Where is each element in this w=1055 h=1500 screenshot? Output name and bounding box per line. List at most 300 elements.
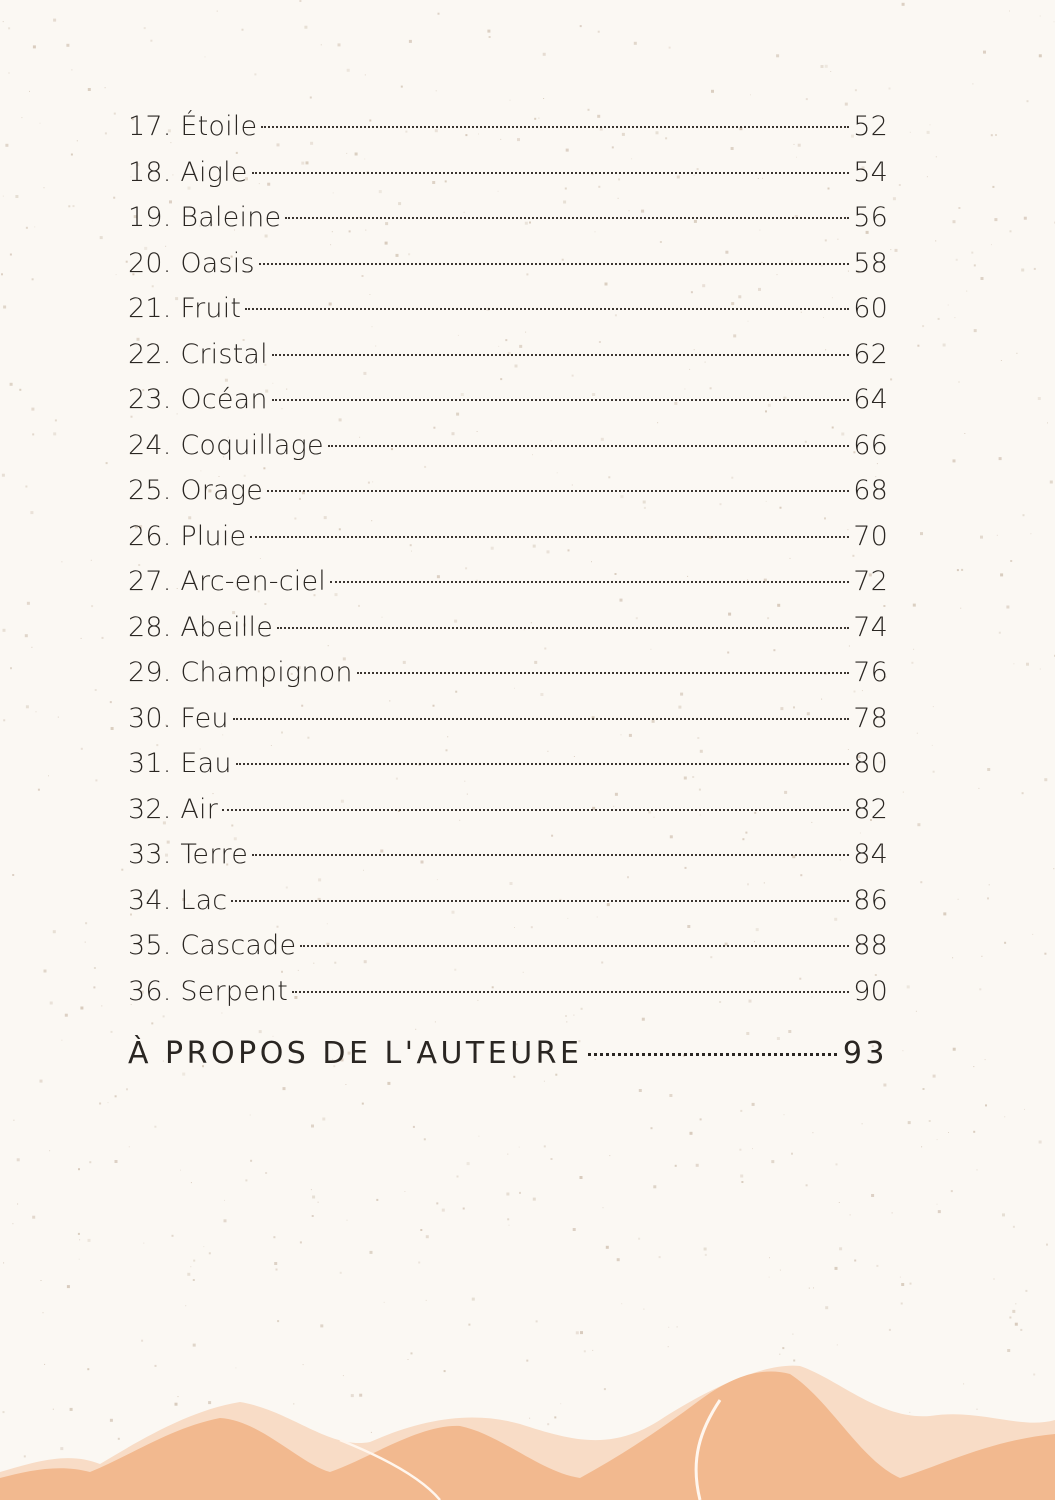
toc-entry-page: 60 bbox=[853, 293, 888, 324]
speckle bbox=[274, 1262, 277, 1265]
speckle bbox=[1, 273, 3, 275]
toc-entry-page: 68 bbox=[853, 475, 888, 506]
speckle bbox=[26, 705, 29, 708]
toc-entry-title: 20. Oasis bbox=[128, 247, 255, 279]
speckle bbox=[413, 1126, 415, 1128]
speckle bbox=[573, 1228, 576, 1231]
speckle bbox=[143, 1243, 144, 1244]
toc-entry-page: 86 bbox=[853, 884, 888, 916]
speckle bbox=[1016, 353, 1017, 354]
speckle bbox=[3, 629, 6, 632]
speckle bbox=[85, 922, 87, 924]
toc-entry-title: 29. Champignon bbox=[128, 657, 353, 688]
toc-entry-title: 34. Lac bbox=[128, 884, 228, 916]
speckle bbox=[638, 1238, 640, 1240]
toc-entry[interactable] bbox=[128, 605, 888, 651]
toc-entry-page: 72 bbox=[853, 566, 888, 597]
toc-about-entry[interactable] bbox=[128, 1036, 888, 1071]
speckle bbox=[81, 638, 82, 639]
dot-leader bbox=[250, 536, 849, 538]
speckle bbox=[927, 176, 928, 177]
dot-leader bbox=[285, 217, 849, 219]
speckle bbox=[1039, 1141, 1042, 1144]
speckle bbox=[91, 560, 92, 561]
toc-entry-title: 36. Serpent bbox=[128, 975, 289, 1007]
speckle bbox=[312, 1215, 314, 1217]
toc-entry-page: 82 bbox=[853, 793, 888, 825]
speckle bbox=[921, 1146, 922, 1147]
speckle bbox=[972, 83, 973, 84]
speckle bbox=[784, 1114, 785, 1115]
speckle bbox=[21, 117, 22, 118]
toc-entry-title: 18. Aigle bbox=[128, 156, 248, 188]
speckle bbox=[420, 1229, 422, 1231]
speckle bbox=[836, 1163, 838, 1165]
speckle bbox=[487, 30, 490, 33]
speckle bbox=[959, 382, 960, 383]
speckle bbox=[33, 45, 36, 48]
speckle bbox=[50, 1002, 53, 1005]
speckle bbox=[634, 42, 637, 45]
speckle bbox=[513, 1076, 515, 1078]
speckle bbox=[936, 156, 937, 157]
speckle bbox=[115, 1095, 117, 1097]
speckle bbox=[994, 1279, 995, 1280]
speckle bbox=[121, 869, 123, 871]
speckle bbox=[105, 87, 106, 88]
speckle bbox=[507, 1218, 509, 1220]
speckle bbox=[669, 1094, 672, 1097]
speckle bbox=[1044, 778, 1047, 781]
toc-entry[interactable] bbox=[128, 878, 888, 924]
speckle bbox=[66, 44, 69, 47]
toc-entry[interactable] bbox=[128, 377, 888, 423]
speckle bbox=[974, 329, 977, 332]
speckle bbox=[79, 1239, 80, 1240]
speckle bbox=[598, 31, 600, 33]
speckle bbox=[910, 132, 911, 133]
speckle bbox=[911, 662, 913, 664]
speckle bbox=[426, 1300, 427, 1301]
speckle bbox=[643, 1309, 644, 1310]
dot-leader bbox=[252, 854, 849, 856]
speckle bbox=[193, 1344, 196, 1347]
speckle bbox=[111, 1031, 113, 1033]
speckle bbox=[5, 144, 8, 147]
speckle bbox=[436, 1202, 438, 1204]
speckle bbox=[1024, 217, 1027, 220]
speckle bbox=[27, 602, 30, 605]
speckle bbox=[741, 1181, 743, 1183]
speckle bbox=[704, 1248, 707, 1251]
toc-entry-title: 24. Coquillage bbox=[128, 429, 324, 461]
speckle bbox=[651, 1127, 653, 1129]
speckle bbox=[3, 306, 6, 309]
speckle bbox=[639, 1089, 642, 1092]
speckle bbox=[3, 196, 4, 197]
toc-entry[interactable] bbox=[128, 741, 888, 787]
speckle bbox=[769, 1257, 770, 1258]
speckle bbox=[191, 1182, 192, 1183]
toc-entry-page: 56 bbox=[853, 202, 888, 233]
speckle bbox=[320, 1324, 323, 1327]
toc-entry-title: 23. Océan bbox=[128, 384, 268, 415]
speckle bbox=[1013, 1226, 1015, 1228]
speckle bbox=[917, 733, 918, 734]
toc-entry[interactable] bbox=[128, 150, 888, 196]
speckle bbox=[426, 1235, 429, 1238]
speckle bbox=[193, 1260, 195, 1262]
speckle bbox=[580, 1176, 583, 1179]
speckle bbox=[938, 1210, 941, 1213]
speckle bbox=[1053, 868, 1054, 869]
speckle bbox=[113, 197, 115, 199]
speckle bbox=[205, 56, 206, 57]
speckle bbox=[981, 956, 982, 957]
speckle bbox=[110, 701, 112, 703]
speckle bbox=[3, 21, 4, 22]
speckle bbox=[1021, 269, 1024, 272]
speckle bbox=[943, 344, 946, 347]
toc-entry[interactable] bbox=[128, 514, 888, 560]
speckle bbox=[750, 94, 751, 95]
speckle bbox=[580, 25, 582, 27]
dot-leader bbox=[277, 627, 849, 629]
speckle bbox=[958, 207, 960, 209]
speckle bbox=[1007, 1349, 1010, 1352]
speckle bbox=[893, 197, 896, 200]
speckle bbox=[340, 1272, 342, 1274]
speckle bbox=[960, 608, 961, 609]
speckle bbox=[32, 278, 34, 280]
speckle bbox=[43, 1312, 44, 1313]
toc-entry[interactable] bbox=[128, 832, 888, 878]
speckle bbox=[987, 768, 990, 771]
speckle bbox=[825, 65, 828, 68]
speckle bbox=[837, 1344, 838, 1345]
speckle bbox=[108, 1102, 109, 1103]
speckle bbox=[519, 1192, 521, 1194]
toc-entry-title: 19. Baleine bbox=[128, 202, 282, 233]
speckle bbox=[436, 90, 437, 91]
speckle bbox=[951, 1190, 953, 1192]
speckle bbox=[952, 957, 953, 958]
dot-leader bbox=[300, 945, 849, 947]
speckle bbox=[44, 187, 45, 188]
speckle bbox=[923, 1088, 925, 1090]
speckle bbox=[17, 1158, 20, 1161]
speckle bbox=[101, 1005, 102, 1006]
speckle bbox=[917, 823, 920, 826]
speckle bbox=[1034, 268, 1036, 270]
toc-entry[interactable] bbox=[128, 650, 888, 696]
speckle bbox=[126, 1088, 128, 1090]
speckle bbox=[1000, 573, 1003, 576]
speckle bbox=[68, 205, 70, 207]
speckle bbox=[895, 249, 898, 252]
speckle bbox=[705, 1254, 707, 1256]
speckle bbox=[10, 383, 13, 386]
speckle bbox=[154, 1126, 156, 1128]
speckle bbox=[71, 69, 72, 70]
speckle bbox=[472, 1298, 475, 1301]
speckle bbox=[920, 532, 923, 535]
toc-entry[interactable] bbox=[128, 696, 888, 742]
speckle bbox=[1002, 1213, 1005, 1216]
speckle bbox=[700, 1118, 702, 1120]
speckle bbox=[985, 1104, 987, 1106]
dot-leader bbox=[330, 581, 849, 583]
about-title: À PROPOS DE L'AUTEURE bbox=[128, 1036, 583, 1071]
speckle bbox=[980, 536, 983, 539]
speckle bbox=[669, 47, 671, 49]
speckle bbox=[740, 1110, 742, 1112]
speckle bbox=[507, 1154, 508, 1155]
speckle bbox=[26, 227, 28, 229]
speckle bbox=[902, 1050, 903, 1051]
speckle bbox=[876, 1265, 878, 1267]
dot-leader bbox=[261, 126, 849, 128]
speckle bbox=[31, 408, 34, 411]
speckle bbox=[31, 647, 32, 648]
speckle bbox=[779, 1354, 780, 1355]
speckle bbox=[102, 637, 104, 639]
speckle bbox=[93, 986, 95, 988]
speckle bbox=[536, 1320, 538, 1322]
speckle bbox=[58, 717, 59, 718]
speckle bbox=[948, 1132, 949, 1133]
speckle bbox=[187, 1273, 190, 1276]
speckle bbox=[979, 988, 981, 990]
speckle bbox=[780, 1270, 781, 1271]
speckle bbox=[506, 1193, 509, 1196]
speckle bbox=[997, 535, 998, 536]
speckle bbox=[180, 1170, 181, 1171]
speckle bbox=[94, 967, 96, 969]
speckle bbox=[973, 1131, 975, 1133]
dot-leader bbox=[222, 809, 849, 811]
speckle bbox=[1040, 16, 1041, 17]
speckle bbox=[338, 43, 341, 46]
speckle bbox=[273, 1236, 275, 1238]
speckle bbox=[144, 27, 146, 29]
speckle bbox=[792, 1334, 793, 1335]
speckle bbox=[311, 1125, 314, 1128]
speckle bbox=[913, 649, 914, 650]
speckle bbox=[73, 205, 75, 207]
speckle bbox=[519, 1147, 520, 1148]
speckle bbox=[129, 1146, 130, 1147]
speckle bbox=[304, 26, 307, 29]
speckle bbox=[913, 604, 916, 607]
speckle bbox=[890, 378, 892, 380]
toc-entry[interactable] bbox=[128, 332, 888, 378]
speckle bbox=[467, 1162, 470, 1165]
toc-entry-page: 62 bbox=[853, 338, 888, 370]
speckle bbox=[61, 1040, 62, 1041]
speckle bbox=[489, 36, 491, 38]
toc-entry[interactable] bbox=[128, 286, 888, 332]
speckle bbox=[543, 53, 546, 56]
speckle bbox=[711, 90, 714, 93]
speckle bbox=[510, 100, 511, 101]
speckle bbox=[12, 1223, 13, 1224]
toc-entry[interactable] bbox=[128, 923, 888, 969]
speckle bbox=[411, 1352, 413, 1354]
speckle bbox=[38, 789, 40, 791]
speckle bbox=[953, 459, 956, 462]
speckle bbox=[362, 1103, 364, 1105]
toc-entry-page: 84 bbox=[853, 839, 888, 870]
speckle bbox=[384, 1302, 385, 1303]
toc-entry-page: 78 bbox=[853, 702, 888, 734]
toc-entry[interactable] bbox=[128, 787, 888, 833]
speckle bbox=[809, 1288, 810, 1289]
toc-entry-page: 74 bbox=[853, 611, 888, 643]
speckle bbox=[1012, 1310, 1015, 1313]
toc-entry-page: 76 bbox=[853, 657, 888, 688]
speckle bbox=[994, 218, 997, 221]
speckle bbox=[821, 65, 824, 68]
speckle bbox=[937, 1204, 938, 1205]
speckle bbox=[77, 140, 78, 141]
dot-leader bbox=[233, 718, 850, 720]
dot-leader bbox=[272, 354, 849, 356]
speckle bbox=[1004, 1116, 1005, 1117]
speckle bbox=[839, 1202, 840, 1203]
speckle bbox=[95, 779, 97, 781]
toc-entry-page: 90 bbox=[853, 975, 888, 1007]
toc-entry-title: 28. Abeille bbox=[128, 611, 274, 643]
speckle bbox=[370, 1251, 373, 1254]
speckle bbox=[1027, 100, 1029, 102]
speckle bbox=[1009, 11, 1010, 12]
dot-leader bbox=[259, 263, 849, 265]
speckle bbox=[592, 1350, 593, 1351]
speckle bbox=[1030, 533, 1031, 534]
speckle bbox=[9, 73, 10, 74]
speckle bbox=[3, 719, 5, 721]
speckle bbox=[835, 1267, 838, 1270]
speckle bbox=[690, 1132, 693, 1135]
speckle bbox=[603, 1207, 604, 1208]
speckle bbox=[312, 1196, 315, 1199]
speckle bbox=[345, 1084, 346, 1085]
speckle bbox=[78, 1168, 80, 1170]
speckle bbox=[892, 1212, 893, 1213]
toc-entry[interactable] bbox=[128, 969, 888, 1015]
speckle bbox=[409, 40, 412, 43]
speckle bbox=[457, 1176, 459, 1178]
speckle bbox=[1013, 663, 1014, 664]
toc-entry[interactable] bbox=[128, 104, 888, 150]
speckle bbox=[88, 88, 91, 91]
speckle bbox=[551, 1158, 553, 1160]
dot-leader bbox=[231, 900, 849, 902]
speckle bbox=[999, 632, 1001, 634]
speckle bbox=[740, 1175, 743, 1178]
toc-entries bbox=[128, 104, 888, 1014]
dot-leader bbox=[267, 490, 849, 492]
speckle bbox=[977, 1169, 978, 1170]
speckle bbox=[32, 1216, 35, 1219]
toc-entry[interactable] bbox=[128, 468, 888, 514]
toc-entry[interactable] bbox=[128, 423, 888, 469]
speckle bbox=[1038, 397, 1041, 400]
toc-entry-title: 31. Eau bbox=[128, 748, 232, 779]
speckle bbox=[1044, 953, 1046, 955]
toc-entry-title: 32. Air bbox=[128, 793, 218, 825]
speckle bbox=[172, 1235, 174, 1237]
toc-entry-page: 70 bbox=[853, 520, 888, 552]
speckle bbox=[825, 1306, 828, 1309]
speckle bbox=[321, 44, 322, 45]
speckle bbox=[81, 748, 83, 750]
speckle bbox=[193, 1279, 195, 1281]
speckle bbox=[675, 1165, 677, 1167]
speckle bbox=[901, 1303, 903, 1305]
speckle bbox=[985, 1059, 986, 1060]
speckle bbox=[318, 1202, 319, 1203]
toc-entry-page: 66 bbox=[853, 429, 888, 461]
speckle bbox=[677, 1326, 678, 1327]
speckle bbox=[544, 1081, 545, 1082]
speckle bbox=[10, 667, 12, 669]
speckle bbox=[438, 13, 440, 15]
speckle bbox=[981, 277, 984, 280]
speckle bbox=[80, 1007, 83, 1010]
speckle bbox=[933, 1075, 936, 1078]
speckle bbox=[653, 1185, 656, 1188]
speckle bbox=[224, 1200, 225, 1201]
speckle bbox=[404, 1191, 405, 1192]
speckle bbox=[929, 1120, 931, 1122]
speckle bbox=[543, 98, 544, 99]
speckle bbox=[67, 1285, 70, 1288]
speckle bbox=[1004, 942, 1006, 944]
speckle bbox=[44, 970, 47, 973]
speckle bbox=[424, 1138, 426, 1140]
speckle bbox=[584, 1350, 586, 1352]
speckle bbox=[89, 1161, 91, 1163]
toc-entry-page: 64 bbox=[853, 384, 888, 415]
speckle bbox=[78, 1233, 80, 1235]
speckle bbox=[347, 69, 350, 72]
toc-entry-title: 30. Feu bbox=[128, 702, 229, 734]
speckle bbox=[839, 1247, 842, 1250]
toc-entry[interactable] bbox=[128, 241, 888, 287]
speckle bbox=[150, 40, 152, 42]
speckle bbox=[254, 73, 256, 75]
speckle bbox=[17, 1204, 18, 1205]
speckle bbox=[41, 1280, 42, 1281]
speckle bbox=[533, 1198, 536, 1201]
speckle bbox=[812, 1132, 813, 1133]
speckle bbox=[954, 317, 955, 318]
speckle bbox=[883, 1084, 886, 1087]
speckle bbox=[983, 51, 986, 54]
speckle bbox=[79, 1259, 80, 1260]
speckle bbox=[1009, 1317, 1011, 1319]
speckle bbox=[365, 74, 366, 75]
toc-entry[interactable] bbox=[128, 559, 888, 605]
speckle bbox=[948, 305, 949, 306]
speckle bbox=[401, 86, 403, 88]
speckle bbox=[966, 291, 967, 292]
dot-leader bbox=[236, 763, 850, 765]
toc-entry[interactable] bbox=[128, 195, 888, 241]
speckle bbox=[442, 1209, 445, 1212]
